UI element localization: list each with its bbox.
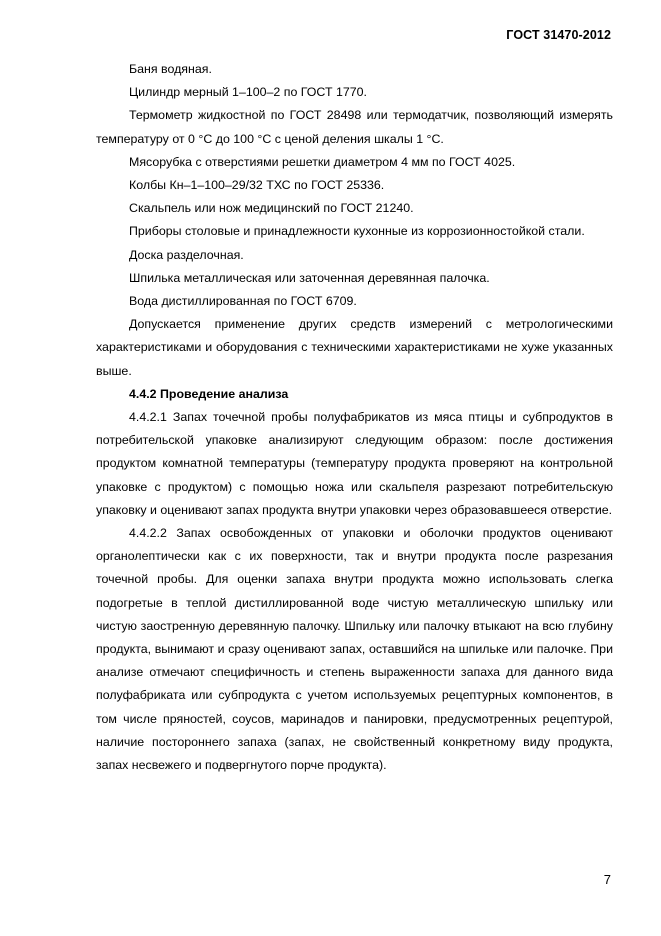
section-heading: 4.4.2 Проведение анализа (129, 386, 289, 401)
equipment-item: Мясорубка с отверстиями решетки диаметром 4 мм по ГОСТ 4025. (129, 154, 516, 169)
document-header-code: ГОСТ 31470-2012 (506, 28, 611, 42)
equipment-item: Термометр жидкостной по ГОСТ 28498 или термодатчик, позволяющий измерять температуру от 0 °С до 100 °С с ценой деления шкалы 1 °С. (96, 108, 613, 146)
page-number: 7 (603, 872, 611, 887)
equipment-item: Колбы Кн–1–100–29/32 ТХС по ГОСТ 25336. (129, 178, 385, 193)
equipment-item: Приборы столовые и принадлежности кухонные из коррозионностойкой стали. (129, 224, 585, 239)
paragraph-4-4-2-2: 4.4.2.2 Запах освобожденных от упаковки и оболочки продуктов оценивают органолептически как с их поверхности, так и внутри продукта после разрезания точечной пробы. Для оценки запаха внутри продукта можно использовать слегка подогретые в теплой дистиллированной воде чистую металлическую шпильку или чистую заостренную деревянную палочку. Шпильку или палочку втыкают на всю глубину продукта, вынимают и сразу оценивают запах, оставшийся на шпильке или палочке. При анализе отмечают специфичность и степень выраженности запаха для данного вида полуфабриката или субпродукта с учетом используемых рецептурных компонентов, в том числе пряностей, соусов, маринадов и панировки, предусмотренных рецептурой, наличие постороннего запаха (запах, не свойственный конкретному виду продукта, запах несвежего и подвергнутого порче продукта). (96, 526, 613, 773)
note-paragraph: Допускается применение других средств измерений с метрологическими характеристиками и оборудования с техническими характеристиками не хуже указанных выше. (96, 317, 613, 378)
equipment-item: Вода дистиллированная по ГОСТ 6709. (129, 294, 357, 309)
equipment-item: Доска разделочная. (129, 247, 244, 262)
equipment-item: Скальпель или нож медицинский по ГОСТ 21240. (129, 201, 414, 216)
equipment-item: Шпилька металлическая или заточенная деревянная палочка. (129, 270, 490, 285)
equipment-item: Цилиндр мерный 1–100–2 по ГОСТ 1770. (129, 85, 367, 100)
paragraph-4-4-2-1: 4.4.2.1 Запах точечной пробы полуфабрикатов из мяса птицы и субпродуктов в потребительской упаковке анализируют следующим образом: после достижения продуктом комнатной температуры (температуру продукта проверяют на контрольной упаковке с продуктом) с помощью ножа или скальпеля разрезают потребительскую упаковку и оценивают запах продукта внутри упаковки через образовавшееся отверстие. (96, 410, 613, 517)
document-body (96, 58, 613, 777)
equipment-item: Баня водяная. (129, 62, 212, 76)
